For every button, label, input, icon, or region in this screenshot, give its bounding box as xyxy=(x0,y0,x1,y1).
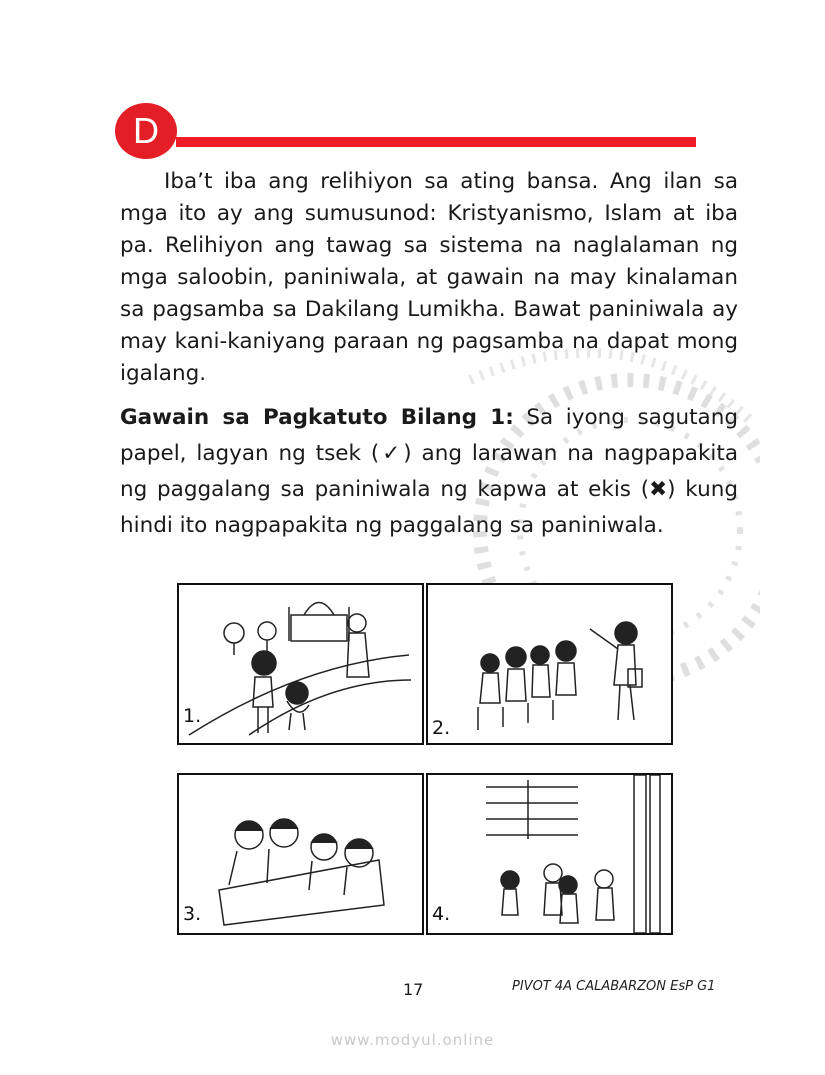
intro-paragraph: Iba’t iba ang relihiyon sa ating bansa. Ang ilan sa mga ito ay ang sumusunod: Kristyanismo, Islam at iba pa. Relihiyon ang tawag sa sistema na naglalaman ng mga saloobin, paniniwala, at gawain na may kinalaman sa pagsamba sa Dakilang Lumikha. Bawat paniniwala ay may kani-kaniyang paraan ng pagsamba na dapat mong igalang. xyxy=(120,169,738,386)
picture-panel-4 xyxy=(426,773,673,935)
picture-number-3: 3. xyxy=(183,903,202,925)
section-badge: D xyxy=(115,103,177,159)
laughing-children-illustration xyxy=(428,775,671,933)
website-watermark: www.modyul.online xyxy=(330,1031,495,1049)
section-divider xyxy=(176,137,696,147)
activity-instructions xyxy=(120,400,738,544)
activity-title: Gawain sa Pagkatuto Bilang 1: xyxy=(120,405,514,430)
activity-text: Sa iyong sagutang papel, lagyan ng tsek (✓) ang larawan na nagpapakita ng paggalang sa paniniwala ng kapwa at ekis (✖) kung hindi ito nagpapakita ng paggalang sa paniniwala. xyxy=(120,405,739,538)
picture-number-1: 1. xyxy=(183,705,202,727)
picture-panel-3 xyxy=(177,773,424,935)
praying-children-illustration xyxy=(179,775,422,933)
module-series-label: PIVOT 4A CALABARZON EsP G1 xyxy=(512,979,716,994)
classroom-scene-illustration xyxy=(428,585,671,743)
picture-number-4: 4. xyxy=(432,903,451,925)
picture-panel-1 xyxy=(177,583,424,745)
picture-panel-2 xyxy=(426,583,673,745)
picture-number-2: 2. xyxy=(432,717,451,739)
mosque-scene-illustration xyxy=(179,585,422,743)
page-number: 17 xyxy=(403,980,424,999)
